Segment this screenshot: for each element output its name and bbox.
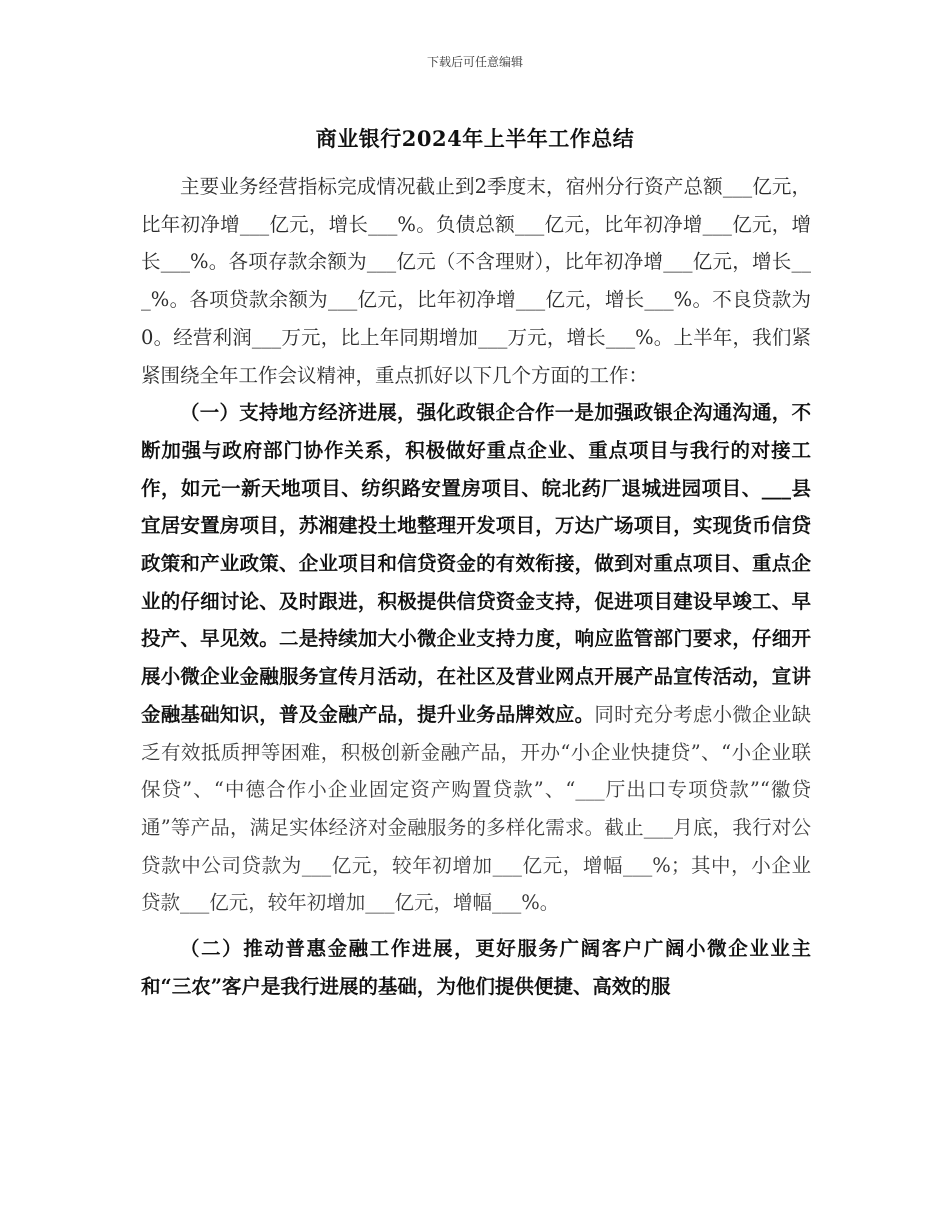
page-header-note: 下载后可任意编辑 — [426, 55, 523, 69]
document-title: 商业银行2024年上半年工作总结 — [315, 126, 635, 151]
section-2-bold-text: （二）推动普惠金融工作进展，更好服务广阔客户广阔小微企业业主和“三农”客户是我行进展的基础，为他们提供便捷、高效的服 — [141, 937, 811, 998]
paragraph-section-2 — [141, 930, 811, 1005]
section-1-normal-text: 同时充分考虑小微企业缺乏有效抵质押等困难，积极创新金融产品，开办“小企业快捷贷”、“小企业联保贷”、“中德合作小企业固定资产购置贷款”、“___厅出口专项贷款”“徽贷通”等产品，满足实体经济对金融服务的多样化需求。截止___月底，我行对公贷款中公司贷款为___亿元，较年初增加___亿元，增幅___%；其中，小企业贷款___亿元，较年初增加___亿元，增幅___%。 — [141, 702, 811, 915]
paragraph-intro: 主要业务经营指标完成情况截止到2季度末，宿州分行资产总额___亿元，比年初净增___亿元，增长___%。负债总额___亿元，比年初净增___亿元，增长___%。各项存款余额为___亿元（不含理财），比年初净增___亿元，增长___%。各项贷款余额为___亿元，比年初净增___亿元，增长___%。不良贷款为0。经营利润___万元，比上年同期增加___万元，增长___%。上半年，我们紧紧围绕全年工作会议精神，重点抓好以下几个方面的工作： — [141, 175, 811, 387]
document-body — [141, 168, 811, 1005]
section-1-bold-text: （一）支持地方经济进展，强化政银企合作一是加强政银企沟通沟通，不断加强与政府部门协作关系，积极做好重点企业、重点项目与我行的对接工作，如元一新天地项目、纺织路安置房项目、皖北药厂退城进园项目、___县宜居安置房项目，苏湘建投土地整理开发项目，万达广场项目，实现货币信贷政策和产业政策、企业项目和信贷资金的有效衔接，做到对重点项目、重点企业的仔细讨论、及时跟进，积极提供信贷资金支持，促进项目建设早竣工、早投产、早见效。二是持续加大小微企业支持力度，响应监管部门要求，仔细开展小微企业金融服务宣传月活动，在社区及营业网点开展产品宣传活动，宣讲金融基础知识，普及金融产品，提升业务品牌效应。 — [141, 401, 811, 726]
paragraph-section-1 — [141, 394, 811, 922]
